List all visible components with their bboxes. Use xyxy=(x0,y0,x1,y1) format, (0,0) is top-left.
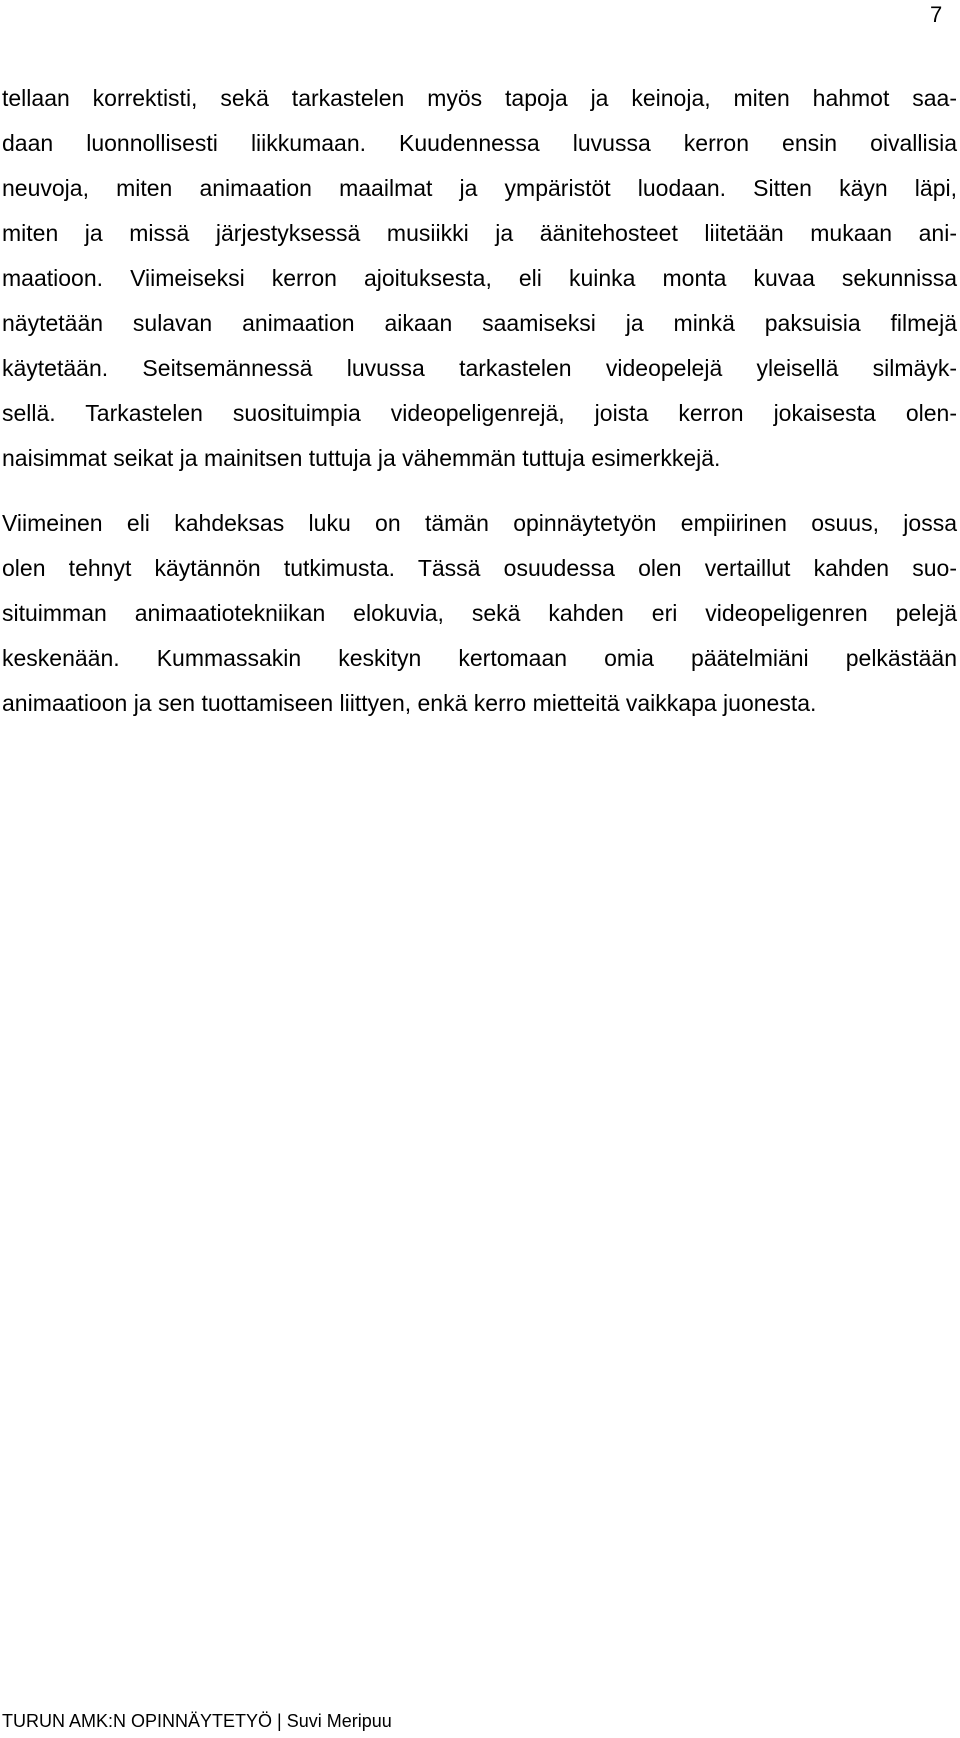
text-line: tellaan korrektisti, sekä tarkastelen myös tapoja ja keinoja, miten hahmot saa- xyxy=(2,85,957,111)
footer: TURUN AMK:N OPINNÄYTETYÖ | Suvi Meripuu xyxy=(2,1711,392,1731)
text-line: naisimmat seikat ja mainitsen tuttuja ja vähemmän tuttuja esimerkkejä. xyxy=(2,445,721,471)
paragraph xyxy=(2,76,960,481)
text-line: miten ja missä järjestyksessä musiikki ja äänitehosteet liitetään mukaan ani- xyxy=(2,220,957,246)
text-line: sellä. Tarkastelen suosituimpia videopeligenrejä, joista kerron jokaisesta olen- xyxy=(2,400,957,426)
text-line: käytetään. Seitsemännessä luvussa tarkastelen videopelejä yleisellä silmäyk- xyxy=(2,355,957,381)
text-line: maatioon. Viimeiseksi kerron ajoituksesta, eli kuinka monta kuvaa sekunnissa xyxy=(2,265,957,291)
text-line: animaatioon ja sen tuottamiseen liittyen, enkä kerro mietteitä vaikkapa juonesta. xyxy=(2,690,817,716)
text-line: neuvoja, miten animaation maailmat ja ympäristöt luodaan. Sitten käyn läpi, xyxy=(2,175,957,201)
text-line: daan luonnollisesti liikkumaan. Kuudennessa luvussa kerron ensin oivallisia xyxy=(2,130,957,156)
text-line: olen tehnyt käytännön tutkimusta. Tässä osuudessa olen vertaillut kahden suo- xyxy=(2,555,957,581)
page-number: 7 xyxy=(930,2,943,27)
text-line: situimman animaatiotekniikan elokuvia, sekä kahden eri videopeligenren pelejä xyxy=(2,600,957,626)
body-text xyxy=(2,76,960,726)
paragraph xyxy=(2,501,960,726)
text-line: näytetään sulavan animaation aikaan saamiseksi ja minkä paksuisia filmejä xyxy=(2,310,957,336)
text-line: Viimeinen eli kahdeksas luku on tämän opinnäytetyön empiirinen osuus, jossa xyxy=(2,510,957,536)
text-line: keskenään. Kummassakin keskityn kertomaan omia päätelmiäni pelkästään xyxy=(2,645,957,671)
paragraph-gap xyxy=(2,481,960,501)
